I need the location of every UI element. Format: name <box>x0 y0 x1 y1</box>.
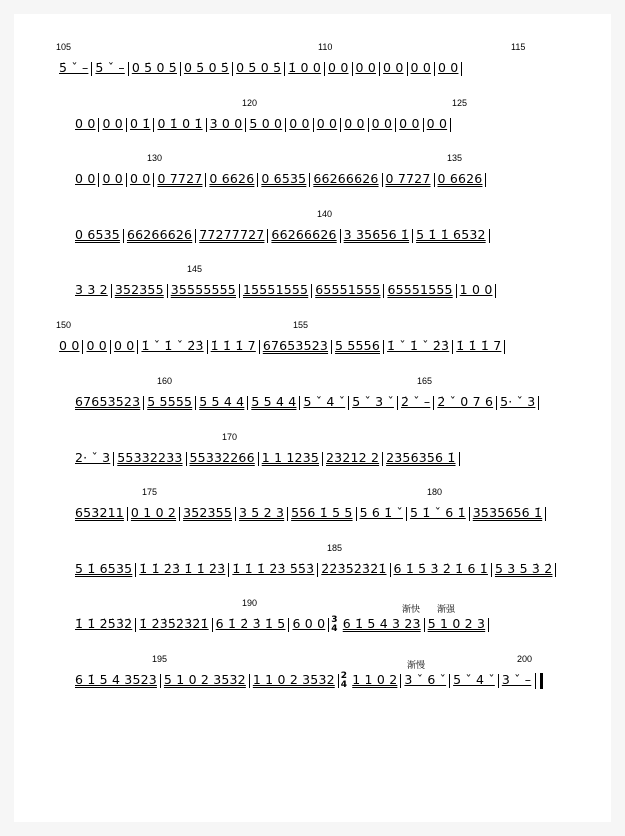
barline <box>338 674 339 688</box>
measure-number: 115 <box>511 42 526 52</box>
measure: 5 5 4 4 <box>251 394 297 409</box>
barline <box>461 62 462 76</box>
notes-row <box>72 225 582 245</box>
tempo-direction: 渐慢 <box>407 660 426 670</box>
measure: 1 1 0 2 <box>352 672 398 687</box>
notes-row <box>72 169 582 189</box>
measure: 5 5555 <box>147 394 193 409</box>
score-system <box>72 543 582 583</box>
measure: 352355 <box>183 505 232 520</box>
measure: 0 0 <box>383 60 404 75</box>
measure: 2356356 1̇ <box>386 450 456 465</box>
final-barline <box>535 673 543 689</box>
measure: 1̇ ˇ 1̇ ˇ 2̇3̇ <box>141 338 204 353</box>
measure: 0 7727 <box>385 171 431 186</box>
barline <box>495 284 496 298</box>
measure: 0 6626 <box>209 171 255 186</box>
measure: 0 0 <box>59 338 80 353</box>
measure: 6 1̇ 5̇ 3̇ 2̇ 1̇ 6 1̇ <box>393 561 488 576</box>
measure: 5 1 0 2 3532 <box>163 672 246 687</box>
measure: 0 0 <box>371 116 393 131</box>
measure: 0 7727 <box>157 171 203 186</box>
measure: 0 0 <box>328 60 349 75</box>
barline <box>538 396 539 410</box>
measure: 2̇ ˇ 0 7 6 <box>437 394 494 409</box>
measure: 1̇ 1̇ 2̇5̇3̇2̇ <box>75 616 133 631</box>
measure: 6 0 0 <box>292 616 326 631</box>
measure: 5̇ ˇ – <box>95 60 125 75</box>
measure-number: 135 <box>447 153 463 163</box>
time-signature: 2 4 <box>340 670 348 690</box>
measure-number: 185 <box>327 543 343 553</box>
measure-number: 195 <box>152 654 168 664</box>
measure: 0 0 <box>289 116 310 131</box>
measure: 0 1̇ <box>129 116 151 131</box>
measure: 23212 2 <box>326 450 380 465</box>
score-system <box>72 487 582 527</box>
measure: 35555555 <box>170 282 236 297</box>
score-system <box>72 153 582 193</box>
measure-number: 170 <box>222 432 238 442</box>
measure: 5 1̇ 6535 <box>75 561 133 576</box>
measure: 1̇ 1̇ 1̇ 7 <box>456 338 502 353</box>
measure: 0 0 <box>102 171 123 186</box>
score-system <box>72 264 582 304</box>
measure: 0 0 <box>75 171 96 186</box>
measure: 556 1̇ 5 5 <box>291 505 353 520</box>
barline <box>504 340 505 354</box>
measure: 0 0 <box>399 116 420 131</box>
measure: 5 5556 <box>335 338 380 353</box>
tempo-direction: 渐强 <box>437 604 456 614</box>
measure: 3 35656 1̇ <box>343 227 410 242</box>
measure: 0 0 <box>102 116 123 131</box>
measure: 5̇ ˇ – <box>59 60 89 75</box>
measure: 0 0 <box>355 60 377 75</box>
notes-row <box>56 58 566 78</box>
measure: 1̇ 0 0 <box>288 60 322 75</box>
measure: 2̇ ˇ – <box>400 394 431 409</box>
measure: 0 0 <box>344 116 365 131</box>
score-system <box>72 654 582 694</box>
measure: 3 5 2 3 <box>238 505 285 520</box>
score-system <box>72 598 582 638</box>
measure-number: 105 <box>56 42 72 52</box>
measure: 5 1 0 2 3 <box>427 616 486 631</box>
notes-row <box>72 670 582 690</box>
measure: 5 ˇ 4 ˇ <box>453 672 495 687</box>
barline <box>328 618 329 632</box>
barline <box>459 452 460 466</box>
measure: 0 6535 <box>75 227 120 242</box>
measure: 1̇ 2̇3̇5̇2̇3̇2̇1̇ <box>139 616 209 631</box>
barline <box>545 507 546 521</box>
notes-row <box>72 448 582 468</box>
score-system <box>72 98 582 138</box>
measure: 653211 <box>75 505 124 520</box>
measure: 3 ˇ – <box>501 672 532 687</box>
measure: 0 5̇ 0 5̇ <box>131 60 177 75</box>
measure-number: 200 <box>517 654 533 664</box>
measure-number: 175 <box>142 487 158 497</box>
measure-number: 120 <box>242 98 258 108</box>
measure: 1̇ 1̇ 1̇ 7 <box>210 338 256 353</box>
score-system <box>56 42 566 82</box>
tempo-direction: 渐快 <box>402 604 421 614</box>
measure: 5 6 1̇ ˇ <box>359 505 403 520</box>
barline <box>555 563 556 577</box>
barline <box>450 118 451 132</box>
score-system <box>56 320 566 360</box>
score-system <box>72 376 582 416</box>
measure: 3 0 0 <box>209 116 243 131</box>
measure: 66266626 <box>313 171 379 186</box>
notes-row <box>72 559 582 579</box>
notes-row <box>72 614 582 634</box>
measure-number: 110 <box>318 42 333 52</box>
measure: 0 0 <box>86 338 107 353</box>
measure: 65551555 <box>315 282 381 297</box>
measure: 66266626 <box>271 227 337 242</box>
measure: 5 ˇ 4 ˇ <box>303 394 346 409</box>
measure: 5 3 5 3̇ 2̇ <box>494 561 553 576</box>
measure: 66266626 <box>126 227 193 242</box>
measure: 0 1̇ 0 1̇ <box>157 116 203 131</box>
measure: 5 ˇ 3 ˇ <box>352 394 394 409</box>
measure: 0 6535 <box>261 171 307 186</box>
measure: 6 1̇ 5 4 3 23 <box>342 616 421 631</box>
measure: 1 0 0 <box>459 282 493 297</box>
measure-number: 155 <box>293 320 309 330</box>
measure: 5 1̇ 1̇ 6532 <box>416 227 486 242</box>
measure: 352355 <box>114 282 164 297</box>
measure: 0 0 <box>75 116 96 131</box>
measure-number: 150 <box>56 320 72 330</box>
measure: 15551555 <box>242 282 309 297</box>
measure: 5 1̇ ˇ 6 1̇ <box>410 505 466 520</box>
measure: 0 0 <box>113 338 135 353</box>
measure-number: 125 <box>452 98 468 108</box>
notes-row <box>72 280 582 300</box>
notes-row <box>72 503 582 523</box>
score-system <box>72 209 582 249</box>
measure: 0 0 <box>410 60 431 75</box>
measure: 0 6626 <box>437 171 483 186</box>
measure: 0 0 <box>437 60 459 75</box>
measure: 5 5 4 4 <box>199 394 245 409</box>
measure: 77277727 <box>199 227 265 242</box>
time-signature: 3 4 <box>331 614 338 634</box>
measure: 2· ˇ 3 <box>75 450 111 465</box>
measure: 55332266 <box>189 450 255 465</box>
barline <box>489 229 490 243</box>
measure: 5 0 0 <box>249 116 283 131</box>
measure-number: 165 <box>417 376 433 386</box>
measure-number: 190 <box>242 598 258 608</box>
measure: 0 0 <box>316 116 338 131</box>
measure: 65551555 <box>387 282 453 297</box>
measure: 1 1 0 2 3532 <box>252 672 335 687</box>
measure: 0 5̇ 0 5̇ <box>236 60 282 75</box>
barline <box>485 173 486 187</box>
notes-row <box>72 114 582 134</box>
score-system <box>72 432 582 472</box>
measure: 3 3 2 <box>75 282 108 297</box>
measure: 1̇ 1̇ 1̇ 2̇3̇ 5̇5̇3̇ <box>232 561 315 576</box>
measure: 5· ˇ 3 <box>500 394 536 409</box>
measure: 67653523 <box>262 338 329 353</box>
measure: 1 1 1235 <box>261 450 320 465</box>
measure: 67653523 <box>75 394 141 409</box>
barline <box>488 618 489 632</box>
measure: 0 0 <box>129 171 151 186</box>
measure: 1̇ 1̇ 2̇3̇ 1̇ 1̇ 2̇3̇ <box>139 561 226 576</box>
measure: 0 0 <box>426 116 448 131</box>
measure: 2̇2̇3̇5̇2̇3̇2̇1̇ <box>321 561 387 576</box>
measure-number: 130 <box>147 153 163 163</box>
notes-row <box>72 392 582 412</box>
measure: 6 1̇ 5 4 3523 <box>75 672 157 687</box>
notes-row <box>56 336 566 356</box>
measure-number: 140 <box>317 209 333 219</box>
measure-number: 180 <box>427 487 443 497</box>
measure-number: 160 <box>157 376 173 386</box>
measure: 6 1̇ 2̇ 3̇ 1̇ 5 <box>215 616 286 631</box>
measure: 55332233 <box>117 450 183 465</box>
measure: 3 ˇ 6 ˇ <box>404 672 447 687</box>
measure: 1̇ ˇ 1̇ ˇ 2̇3̇ <box>387 338 450 353</box>
measure: 3535656 1̇ <box>472 505 543 520</box>
measure-number: 145 <box>187 264 203 274</box>
measure: 0 5̇ 0 5̇ <box>183 60 230 75</box>
measure: 0 1 0 2 <box>130 505 177 520</box>
